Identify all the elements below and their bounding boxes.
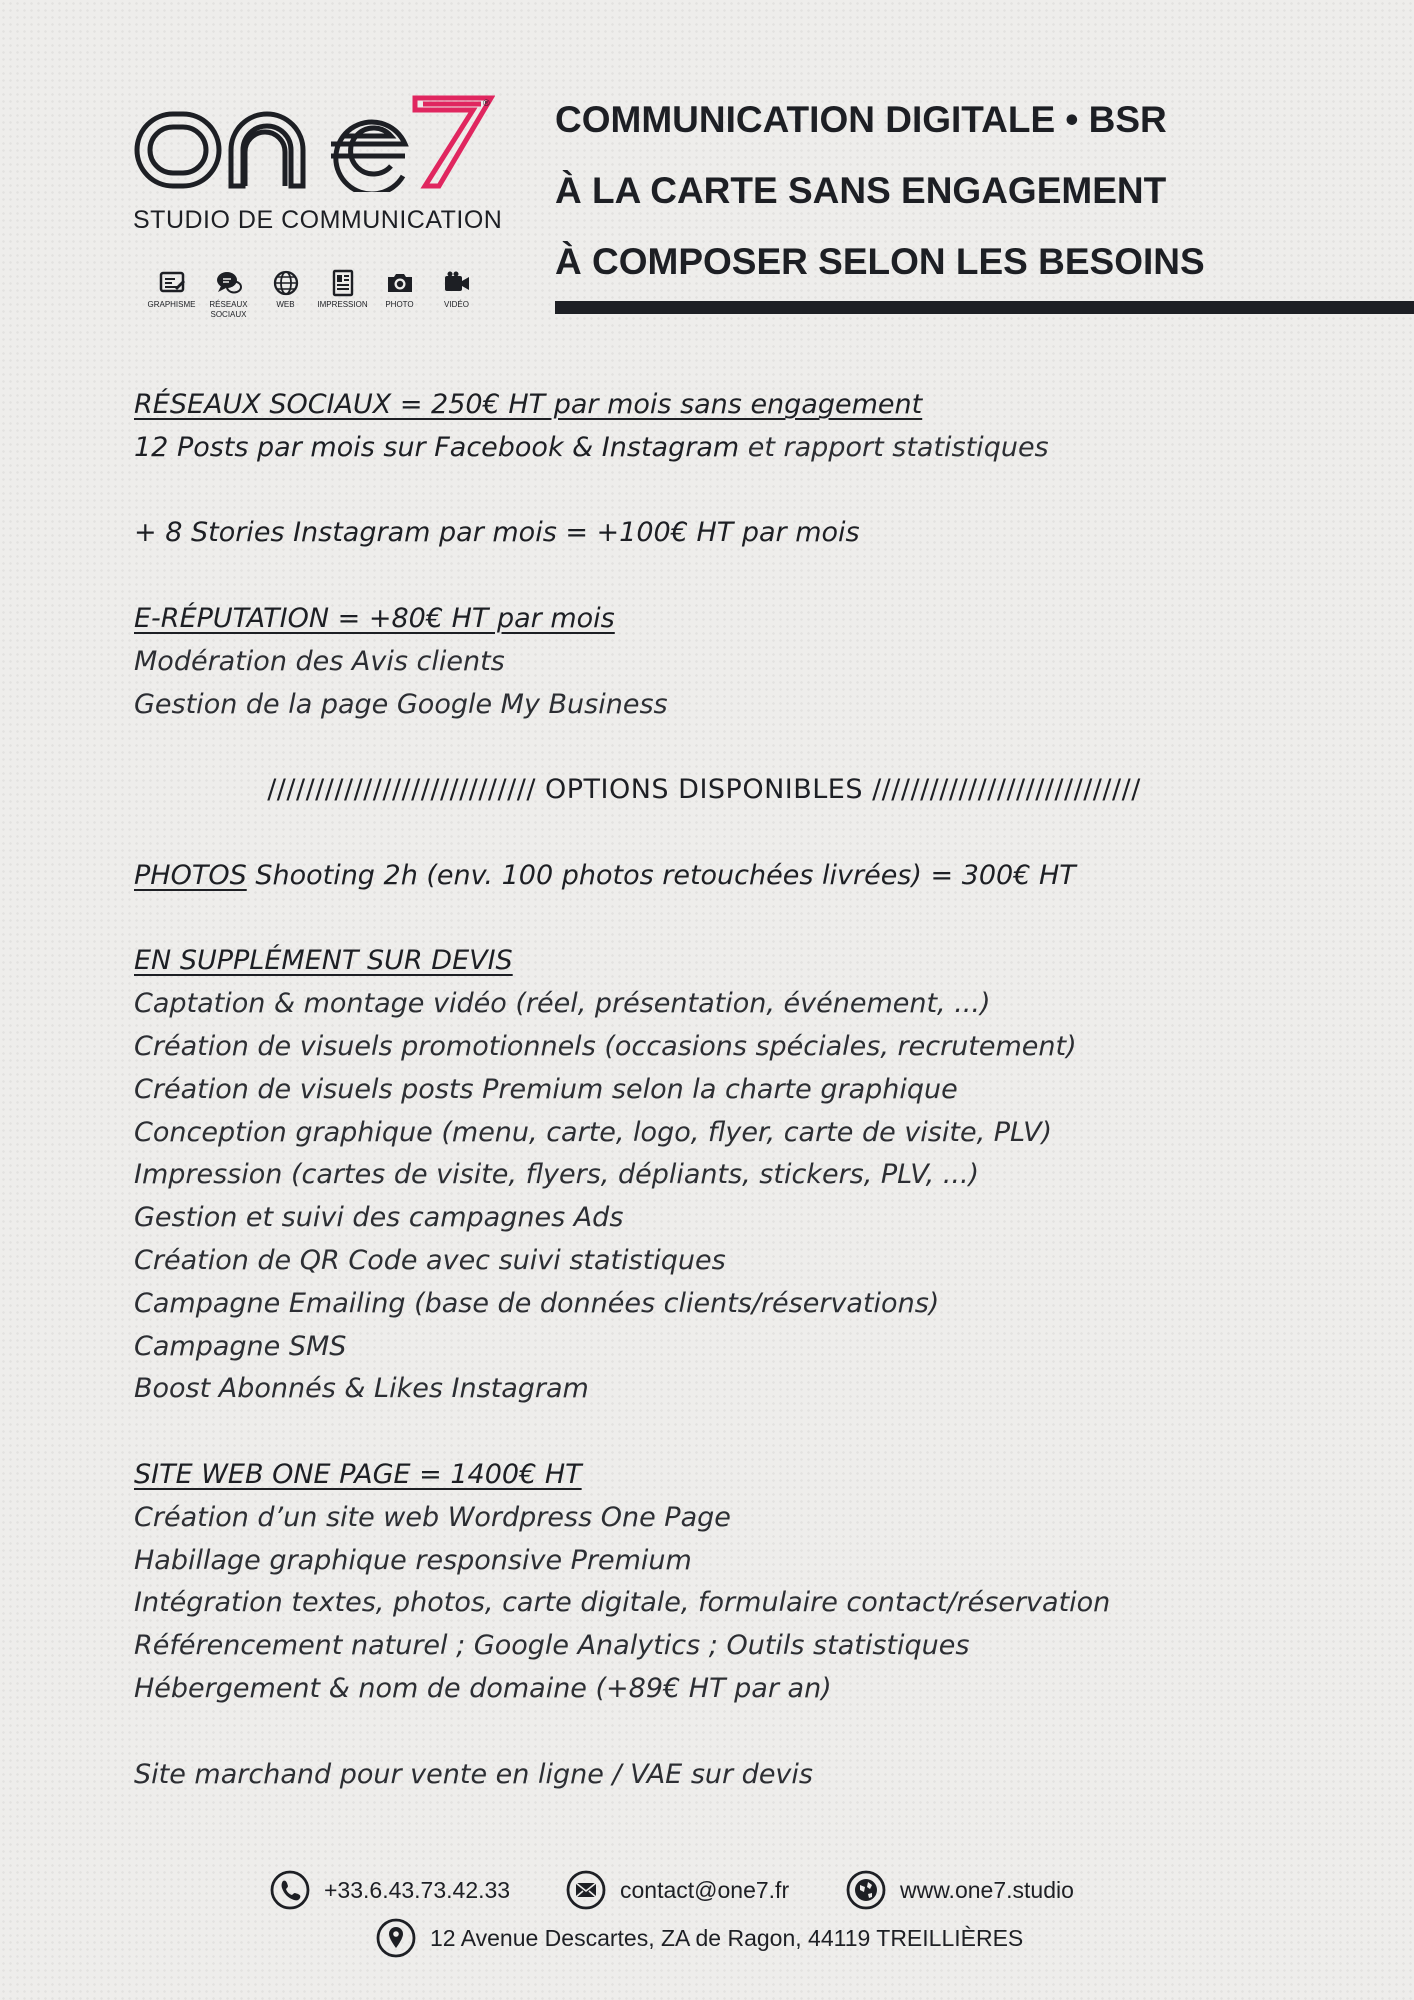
reseaux-stories: + 8 Stories Instagram par mois = +100€ HT par mois [134,517,860,549]
service-label: IMPRESSION [317,300,368,309]
reseaux-posts-main: 12 Posts par mois sur Facebook & Instagram [134,431,740,463]
globe-icon [271,268,301,298]
siteweb-heading: SITE WEB ONE PAGE = 1400€ HT [134,1458,582,1490]
one7-logo-wordmark [133,92,495,192]
reseaux-posts-rest: et rapport statistiques [739,431,1049,463]
email-icon [566,1870,606,1910]
siteweb-item: Habillage graphique responsive Premium [134,1544,692,1576]
footer-address [376,1918,1023,1958]
chat-bubbles-icon [214,268,244,298]
logo-tagline: STUDIO DE COMMUNICATION [133,206,503,234]
ereputation-heading: E-RÉPUTATION = +80€ HT par mois [134,602,615,634]
headline-block [555,84,1205,297]
print-document-icon [328,268,358,298]
graphism-icon [157,268,187,298]
supplement-item: Captation & montage vidéo (réel, présentation, événement, ...) [134,988,991,1020]
headline-line-3: À COMPOSER SELON LES BESOINS [555,241,1205,282]
footer-phone-text: +33.6.43.73.42.33 [324,1876,511,1903]
offer-content [134,384,1314,1796]
siteweb-item: Référencement naturel ; Google Analytics ; Outils statistiques [134,1630,970,1662]
service-label: PHOTO [385,300,414,309]
footer-website-text: www.one7.studio [900,1876,1074,1903]
supplement-item: Boost Abonnés & Likes Instagram [134,1373,589,1405]
siteweb-item: Intégration textes, photos, carte digitale, formulaire contact/réservation [134,1587,1111,1619]
service-impression [314,268,371,320]
service-label: RÉSEAUX SOCIAUX [209,300,248,319]
reseaux-heading: RÉSEAUX SOCIAUX = 250€ HT par mois sans engagement [134,389,923,420]
options-divider: //////////////////////////// OPTIONS DISPONIBLES //////////////////////////// [267,774,1141,806]
website-globe-icon [846,1870,886,1910]
phone-icon [270,1870,310,1910]
service-label: VIDÉO [444,300,469,309]
headline-divider [555,301,1414,314]
headline-line-2: À LA CARTE SANS ENGAGEMENT [555,170,1167,211]
camera-icon [385,268,415,298]
siteweb-item: Hébergement & nom de domaine (+89€ HT par an) [134,1672,832,1704]
headline-line-1: COMMUNICATION DIGITALE • BSR [555,99,1167,140]
reseaux-posts [134,427,1314,470]
supplement-item: Campagne SMS [134,1330,347,1362]
ereputation-item: Gestion de la page Google My Business [134,688,668,720]
supplement-heading: EN SUPPLÉMENT SUR DEVIS [134,945,513,977]
supplement-item: Campagne Emailing (base de données clients/réservations) [134,1287,940,1319]
video-camera-icon [442,268,472,298]
service-label: GRAPHISME [147,300,196,309]
supplement-item: Création de visuels promotionnels (occasions spéciales, recrutement) [134,1030,1077,1062]
photos-text: Shooting 2h (env. 100 photos retouchées livrées) = 300€ HT [246,859,1076,891]
siteweb-item: Création d’un site web Wordpress One Page [134,1501,731,1533]
svg-text:®: ® [483,98,490,108]
service-video [428,268,485,320]
photos-heading: PHOTOS [134,859,247,891]
ereputation-item: Modération des Avis clients [134,645,505,677]
footer-email-text: contact@one7.fr [620,1876,790,1903]
supplement-item: Création de visuels posts Premium selon la charte graphique [134,1073,958,1105]
supplement-item: Gestion et suivi des campagnes Ads [134,1202,624,1234]
service-label: WEB [276,300,295,309]
footer-phone[interactable] [270,1870,510,1910]
footer-address-text: 12 Avenue Descartes, ZA de Ragon, 44119 TREILLIÈRES [430,1924,1024,1951]
siteweb-marchand: Site marchand pour vente en ligne / VAE sur devis [134,1758,813,1790]
supplement-item: Impression (cartes de visite, flyers, dépliants, stickers, PLV, ...) [134,1159,980,1191]
services-icon-row [143,268,485,320]
supplement-item: Conception graphique (menu, carte, logo, flyer, carte de visite, PLV) [134,1116,1053,1148]
service-graphisme [143,268,200,320]
supplement-item: Création de QR Code avec suivi statistiques [134,1244,726,1276]
location-pin-icon [376,1918,416,1958]
footer-website[interactable] [846,1870,1074,1910]
service-photo [371,268,428,320]
photos-line [134,855,1314,898]
service-web [257,268,314,320]
footer-email[interactable] [566,1870,789,1910]
service-reseaux [200,268,257,320]
